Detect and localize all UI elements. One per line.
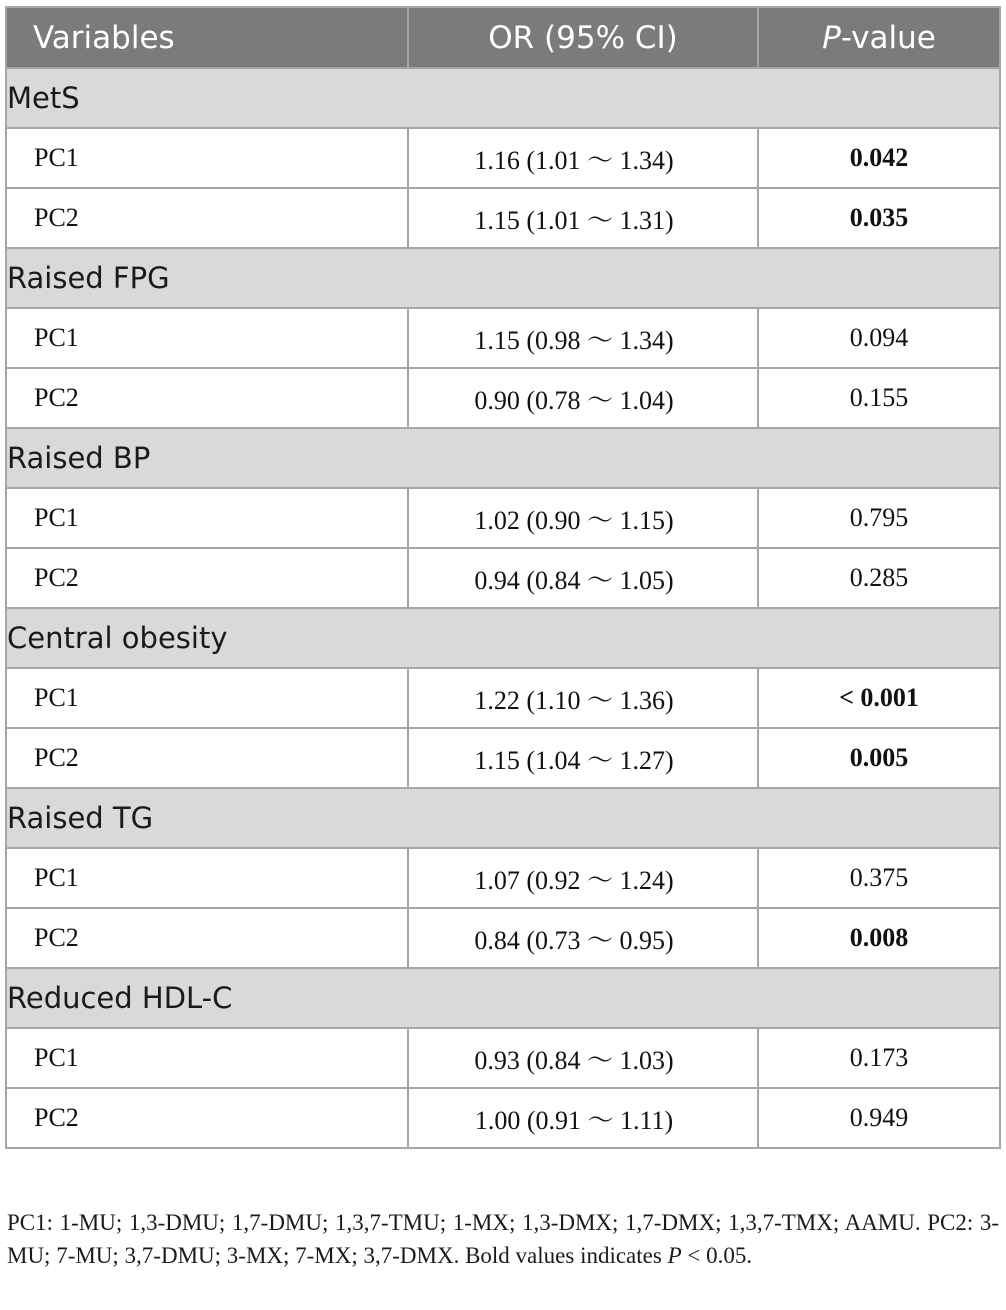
or-ci-cell: 0.90 (0.78 ～ 1.04) xyxy=(408,368,758,428)
variable-cell: PC2 xyxy=(6,548,408,608)
or-ci-cell: 1.16 (1.01 ～ 1.34) xyxy=(408,128,758,188)
group-row xyxy=(6,428,1000,488)
or-ci-cell: 0.93 (0.84 ～ 1.03) xyxy=(408,1028,758,1088)
or-ci-cell: 0.84 (0.73 ～ 0.95) xyxy=(408,908,758,968)
header-p-suffix: -value xyxy=(840,19,936,56)
variable-cell: PC2 xyxy=(6,908,408,968)
table-row xyxy=(6,488,1000,548)
header-p-italic: P xyxy=(822,19,841,56)
table-body xyxy=(6,68,1000,1148)
results-table-container xyxy=(5,6,999,1149)
group-label: MetS xyxy=(6,68,1000,128)
p-value-cell: 0.042 xyxy=(758,128,1000,188)
p-value-cell: < 0.001 xyxy=(758,668,1000,728)
or-ci-cell: 1.02 (0.90 ～ 1.15) xyxy=(408,488,758,548)
variable-cell: PC2 xyxy=(6,368,408,428)
group-row xyxy=(6,248,1000,308)
odds-ratio-table xyxy=(5,6,1001,1149)
or-ci-cell: 1.22 (1.10 ～ 1.36) xyxy=(408,668,758,728)
group-row xyxy=(6,608,1000,668)
table-row xyxy=(6,308,1000,368)
table-header-row xyxy=(6,7,1000,68)
or-ci-cell: 1.00 (0.91 ～ 1.11) xyxy=(408,1088,758,1148)
or-ci-cell: 1.15 (0.98 ～ 1.34) xyxy=(408,308,758,368)
table-row xyxy=(6,668,1000,728)
header-or-ci: OR (95% CI) xyxy=(408,7,758,68)
variable-cell: PC1 xyxy=(6,128,408,188)
footnote-p-italic: P xyxy=(667,1243,682,1268)
variable-cell: PC1 xyxy=(6,308,408,368)
table-footnote xyxy=(7,1206,999,1272)
table-row xyxy=(6,368,1000,428)
or-ci-cell: 1.07 (0.92 ～ 1.24) xyxy=(408,848,758,908)
footnote-threshold: < 0.05. xyxy=(681,1243,753,1268)
p-value-cell: 0.795 xyxy=(758,488,1000,548)
p-value-cell: 0.949 xyxy=(758,1088,1000,1148)
variable-cell: PC1 xyxy=(6,1028,408,1088)
group-label: Raised FPG xyxy=(6,248,1000,308)
p-value-cell: 0.094 xyxy=(758,308,1000,368)
variable-cell: PC1 xyxy=(6,848,408,908)
variable-cell: PC1 xyxy=(6,488,408,548)
table-row xyxy=(6,908,1000,968)
group-row xyxy=(6,788,1000,848)
header-variables: Variables xyxy=(6,7,408,68)
p-value-cell: 0.005 xyxy=(758,728,1000,788)
table-row xyxy=(6,1028,1000,1088)
group-label: Raised TG xyxy=(6,788,1000,848)
table-row xyxy=(6,548,1000,608)
table-row xyxy=(6,728,1000,788)
p-value-cell: 0.155 xyxy=(758,368,1000,428)
or-ci-cell: 0.94 (0.84 ～ 1.05) xyxy=(408,548,758,608)
p-value-cell: 0.285 xyxy=(758,548,1000,608)
group-row xyxy=(6,68,1000,128)
p-value-cell: 0.035 xyxy=(758,188,1000,248)
group-label: Central obesity xyxy=(6,608,1000,668)
header-p-value xyxy=(758,7,1000,68)
group-label: Reduced HDL-C xyxy=(6,968,1000,1028)
p-value-cell: 0.008 xyxy=(758,908,1000,968)
variable-cell: PC1 xyxy=(6,668,408,728)
footnote-text: PC1: 1-MU; 1,3-DMU; 1,7-DMU; 1,3,7-TMU; 1-MX; 1,3-DMX; 1,7-DMX; 1,3,7-TMX; AAMU. PC2: 3-MU; 7-MU; 3,7-DMU; 3-MX; 7-MX; 3,7-DMX. Bold values indicates xyxy=(7,1210,999,1268)
variable-cell: PC2 xyxy=(6,728,408,788)
p-value-cell: 0.375 xyxy=(758,848,1000,908)
table-row xyxy=(6,128,1000,188)
group-label: Raised BP xyxy=(6,428,1000,488)
table-row xyxy=(6,188,1000,248)
variable-cell: PC2 xyxy=(6,188,408,248)
group-row xyxy=(6,968,1000,1028)
or-ci-cell: 1.15 (1.01 ～ 1.31) xyxy=(408,188,758,248)
table-row xyxy=(6,848,1000,908)
or-ci-cell: 1.15 (1.04 ～ 1.27) xyxy=(408,728,758,788)
p-value-cell: 0.173 xyxy=(758,1028,1000,1088)
variable-cell: PC2 xyxy=(6,1088,408,1148)
table-row xyxy=(6,1088,1000,1148)
